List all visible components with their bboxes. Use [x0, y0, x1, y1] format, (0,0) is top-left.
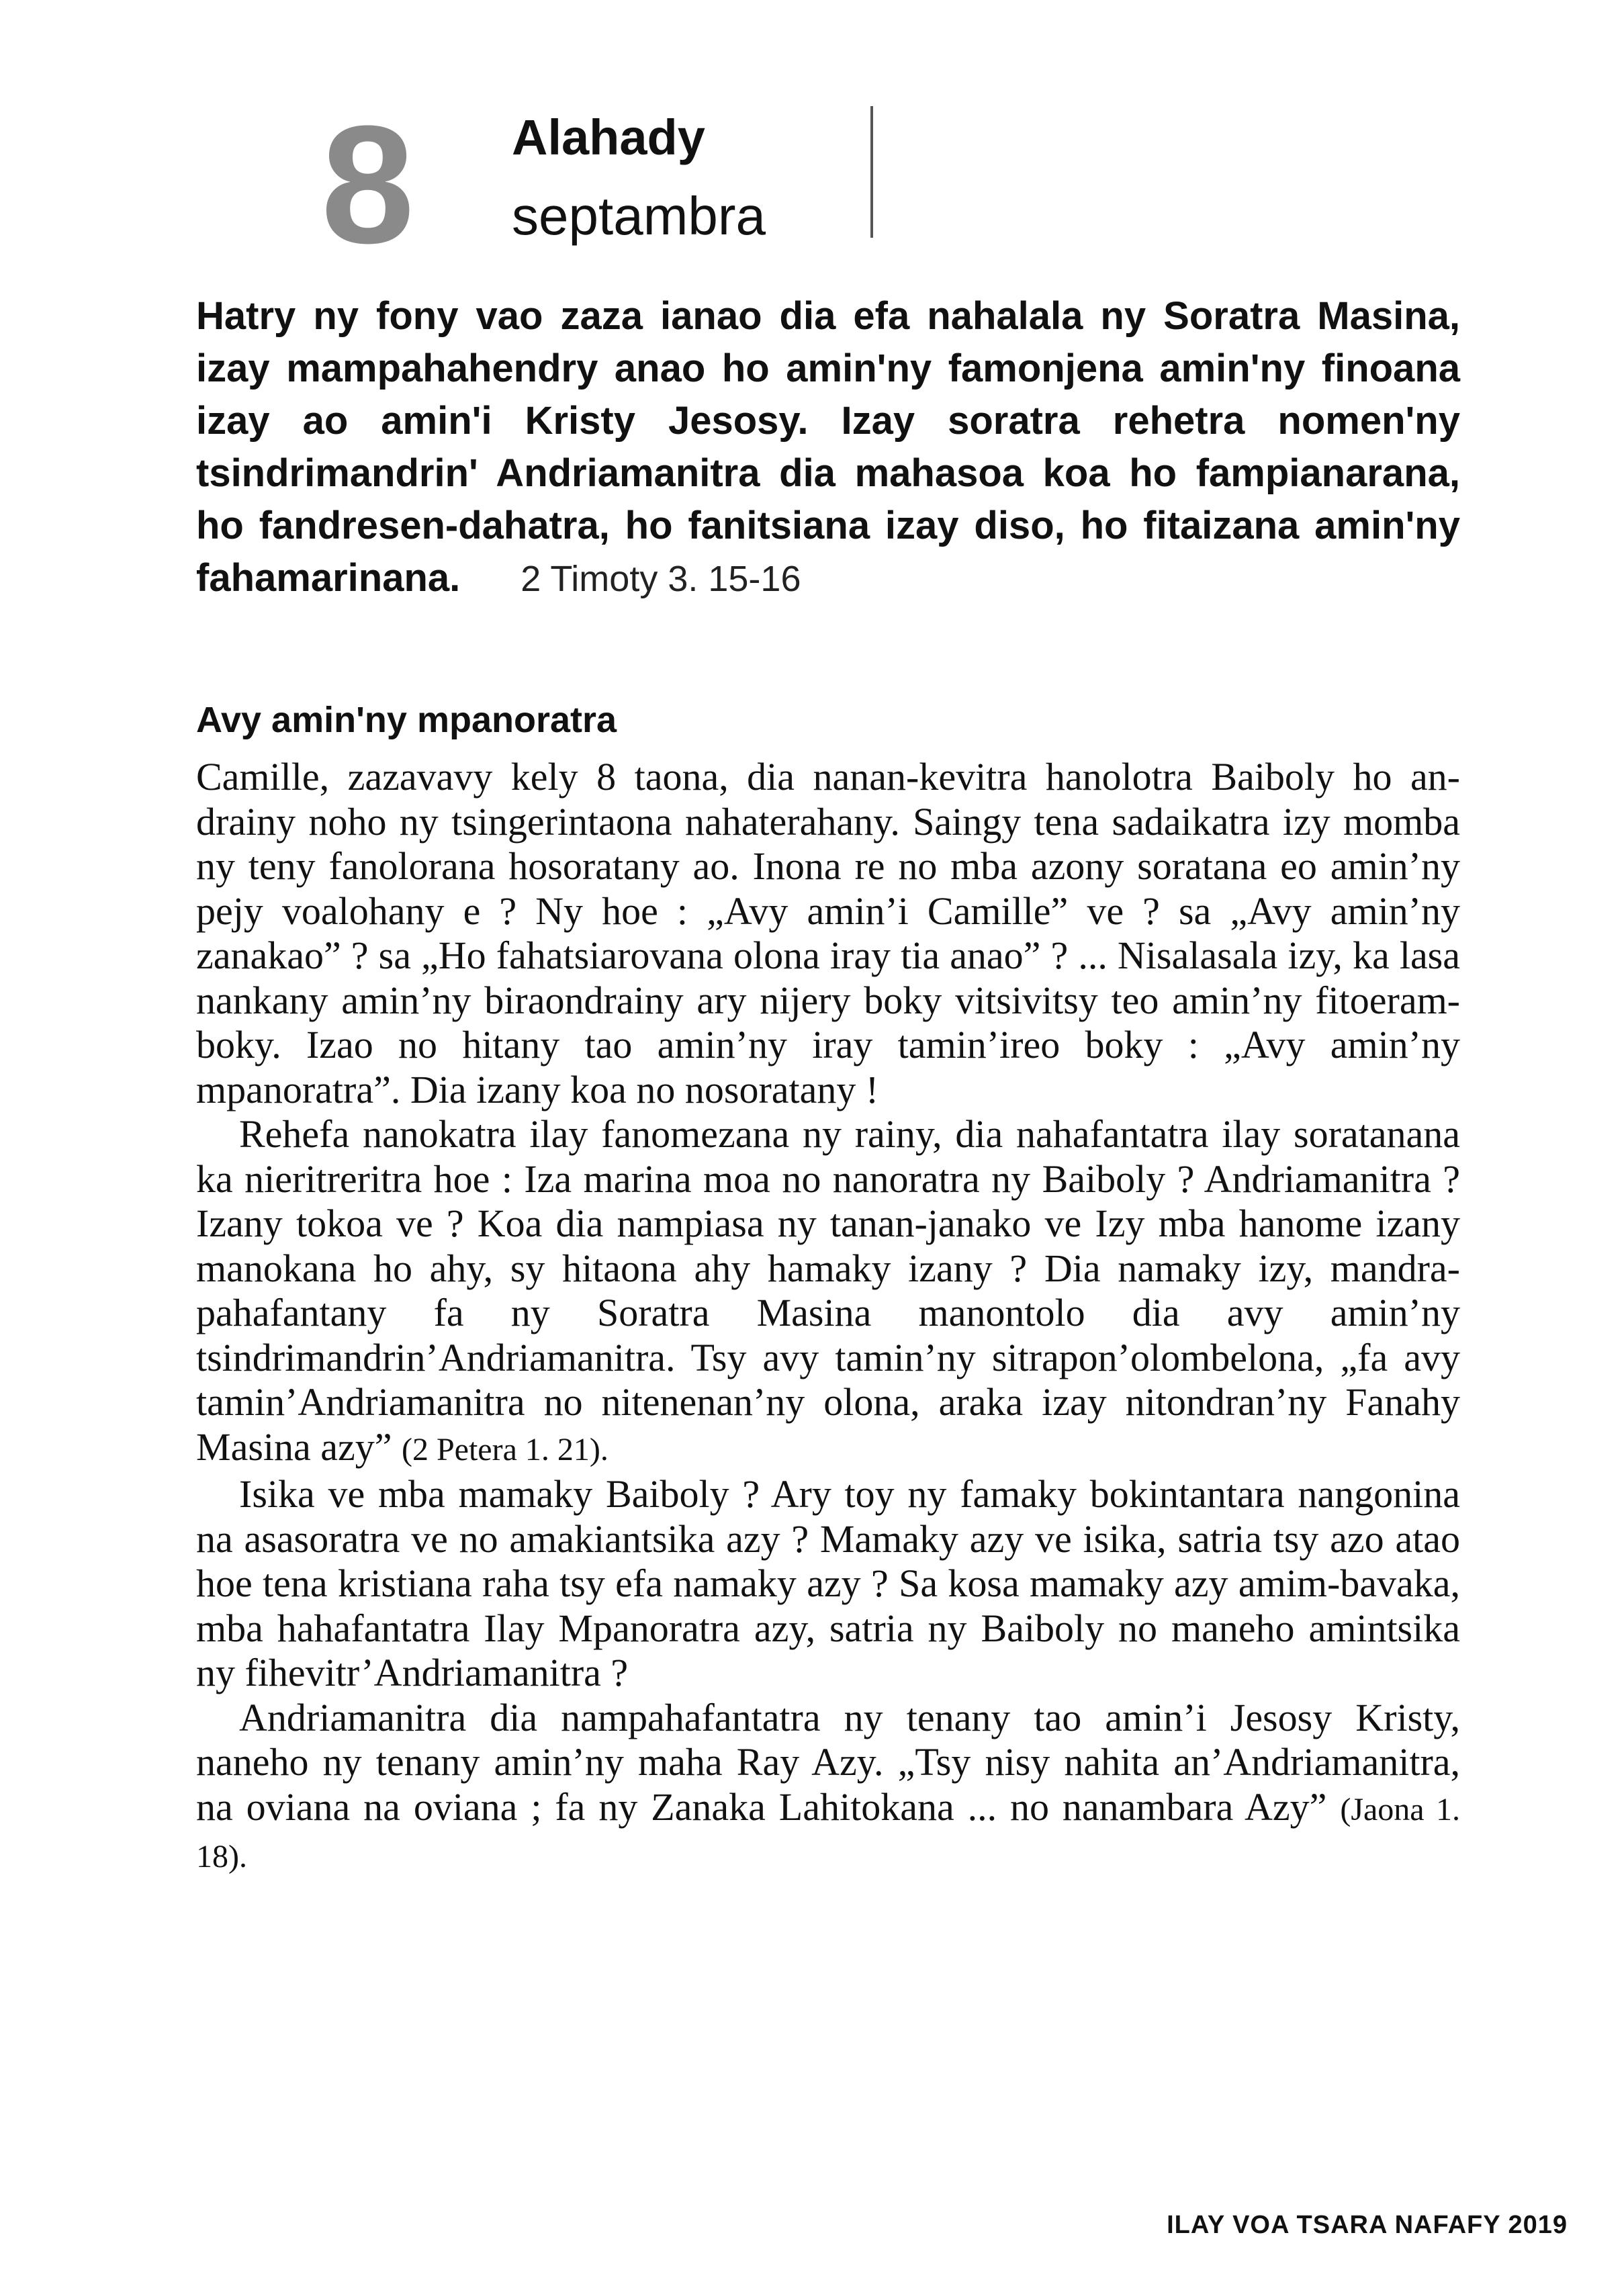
footer-publication: ILAY VOA TSARA NAFAFY 2019	[1167, 2211, 1568, 2239]
paragraph-3	[196, 1472, 1460, 1696]
citation-2-petera: (2 Petera 1. 21).	[401, 1431, 608, 1467]
paragraph-1-text: Camille, zazavavy kely 8 taona, dia nanan-kevitra hanolotra Baiboly ho an-drainy noho ny tsingerintaona nahaterahany. Saingy tena sadaikatra izy momba ny teny fanolorana hosoratany ao. Inona re no mba azony soratana eo amin’ny pejy voalohany e ? Ny hoe : „Avy amin’i Camille” ve ? sa „Avy amin’ny zanakao” ? sa „Ho fahatsiarovana olona iray tia anao” ? ... Nisalasala izy, ka lasa nankany amin’ny biraondrainy ary nijery boky vitsivitsy teo amin’ny fitoeram-boky. Izao no hitany tao amin’ny iray tamin’ireo boky : „Avy amin’ny mpanoratra”. Dia izany koa no nosoratany !	[196, 755, 1460, 1111]
verse-reference: 2 Timoty 3. 15-16	[521, 559, 801, 599]
weekday: Alahady	[512, 109, 705, 165]
paragraph-4-text: Andriamanitra dia nampahafantatra ny tenany tao amin’i Jesosy Kristy, naneho ny tenany amin’ny maha Ray Azy. „Tsy nisy nahita an’Andriamanitra, na oviana na oviana ; fa ny Zanaka Lahitokana ... no nanambara Azy”	[196, 1695, 1460, 1829]
paragraph-1	[196, 755, 1460, 1112]
month: septambra	[512, 186, 766, 246]
paragraph-2	[196, 1112, 1460, 1472]
section-title: Avy amin'ny mpanoratra	[196, 700, 617, 740]
paragraph-2-text: Rehefa nanokatra ilay fanomezana ny rainy, dia nahafantatra ilay soratanana ka nieritreritra hoe : Iza marina moa no nanoratra ny Baiboly ? Andriamanitra ? Izany tokoa ve ? Koa dia nampiasa ny tanan-janako ve Izy mba hanome izany manokana ho ahy, sy hitaona ahy hamaky izany ? Dia namaky izy, mandra-pahafantany fa ny Soratra Masina manontolo dia avy amin’ny tsindrimandrin’Andriamanitra. Tsy avy tamin’ny sitrapon’olombelona, „fa avy tamin’Andriamanitra no nitenenan’ny olona, araka izay nitondran’ny Fanahy Masina azy”	[196, 1112, 1460, 1469]
paragraph-3-text: Isika ve mba mamaky Baiboly ? Ary toy ny famaky bokintantara nangonina na asasoratra ve no amakiantsika azy ? Mamaky azy ve isika, satria tsy azo atao hoe tena kristiana raha tsy efa namaky azy ? Sa kosa mamaky azy amim-bavaka, mba hahafantatra Ilay Mpanoratra azy, satria ny Baiboly no maneho amintsika ny fihevitr’Andriamanitra ?	[196, 1472, 1460, 1694]
body-text	[196, 755, 1460, 1880]
verse-text: Hatry ny fony vao zaza ianao dia efa nahalala ny Soratra Masina, izay mampahahendry anao ho amin'ny famonjena amin'ny finoana izay ao amin'i Kristy Jesosy. Izay soratra rehetra nomen'ny tsindrimandrin' Andriamanitra dia mahasoa koa ho fampianarana, ho fandresen-dahatra, ho fanitsiana izay diso, ho fitaizana amin'ny fahamarinana.	[196, 294, 1460, 600]
day-number: 8	[321, 91, 415, 278]
paragraph-4	[196, 1696, 1460, 1880]
verse-block	[196, 290, 1460, 605]
header-divider	[870, 106, 873, 238]
citation-jaona: (Jaona 1. 18).	[196, 1791, 1461, 1874]
